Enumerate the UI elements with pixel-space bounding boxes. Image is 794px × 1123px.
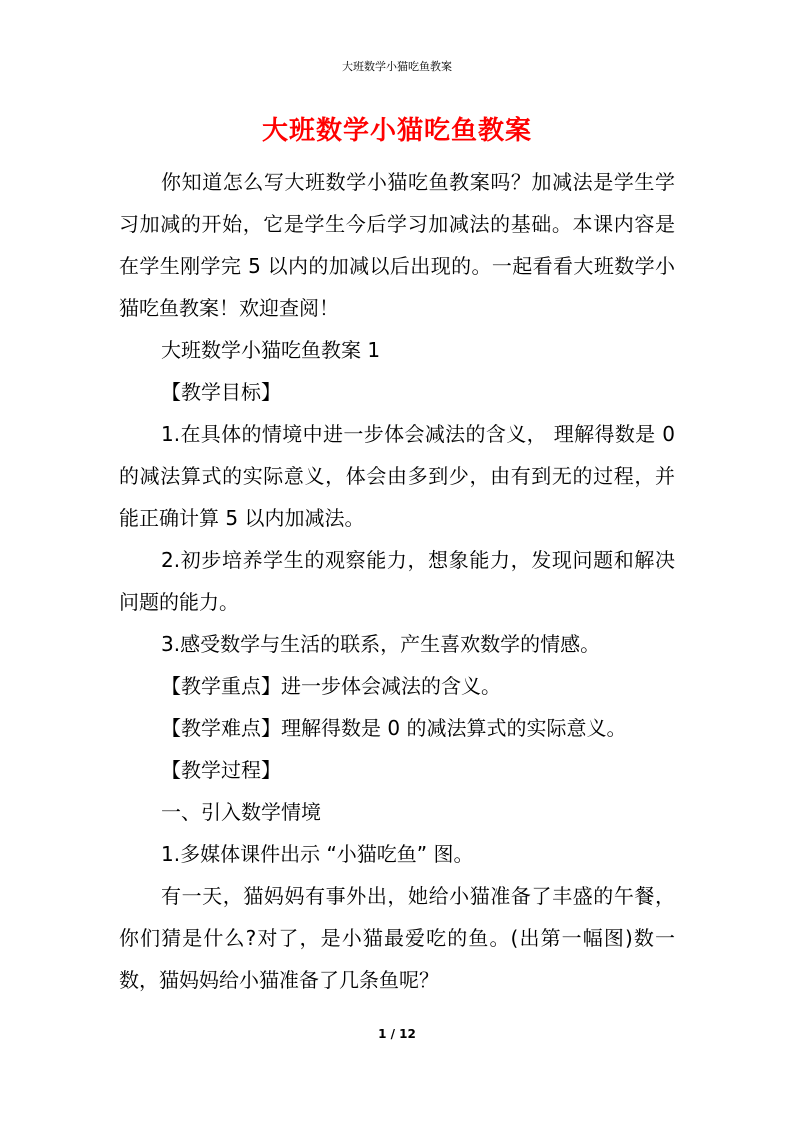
- section-heading-plan-1: 大班数学小猫吃鱼教案 1: [161, 338, 381, 362]
- process-step-1-heading: 一、引入数学情境: [161, 800, 321, 824]
- heading-teaching-objectives: 【教学目标】: [161, 380, 281, 404]
- teaching-difficulty: 【教学难点】理解得数是 0 的减法算式的实际意义。: [161, 716, 627, 740]
- objective-item-2: 2.初步培养学生的观察能力，想象能力，发现问题和解决问题的能力。: [119, 548, 675, 614]
- process-step-1-item-1: 1.多媒体课件出示 “小猫吃鱼” 图。: [161, 842, 474, 866]
- heading-teaching-process: 【教学过程】: [161, 758, 281, 782]
- teaching-key-point: 【教学重点】进一步体会减法的含义。: [161, 674, 501, 698]
- document-body: [119, 161, 675, 1001]
- intro-paragraph: 你知道怎么写大班数学小猫吃鱼教案吗？加减法是学生学习加减的开始，它是学生今后学习加减法的基础。本课内容是在学生刚学完 5 以内的加减以后出现的。一起看看大班数学小猫吃鱼教案！欢迎查阅！: [119, 170, 675, 320]
- objective-item-3: 3.感受数学与生活的联系，产生喜欢数学的情感。: [161, 632, 601, 656]
- story-paragraph: 有一天，猫妈妈有事外出，她给小猫准备了丰盛的午餐，你们猜是什么?对了，是小猫最爱吃的鱼。(出第一幅图)数一数，猫妈妈给小猫准备了几条鱼呢？: [119, 884, 675, 992]
- page-number: 1 / 12: [378, 1027, 416, 1041]
- running-header: 大班数学小猫吃鱼教案: [342, 60, 452, 73]
- objective-item-1: 1.在具体的情境中进一步体会减法的含义， 理解得数是 0 的减法算式的实际意义，体会由多到少，由有到无的过程，并能正确计算 5 以内加减法。: [119, 422, 675, 530]
- document-title: 大班数学小猫吃鱼教案: [261, 116, 532, 146]
